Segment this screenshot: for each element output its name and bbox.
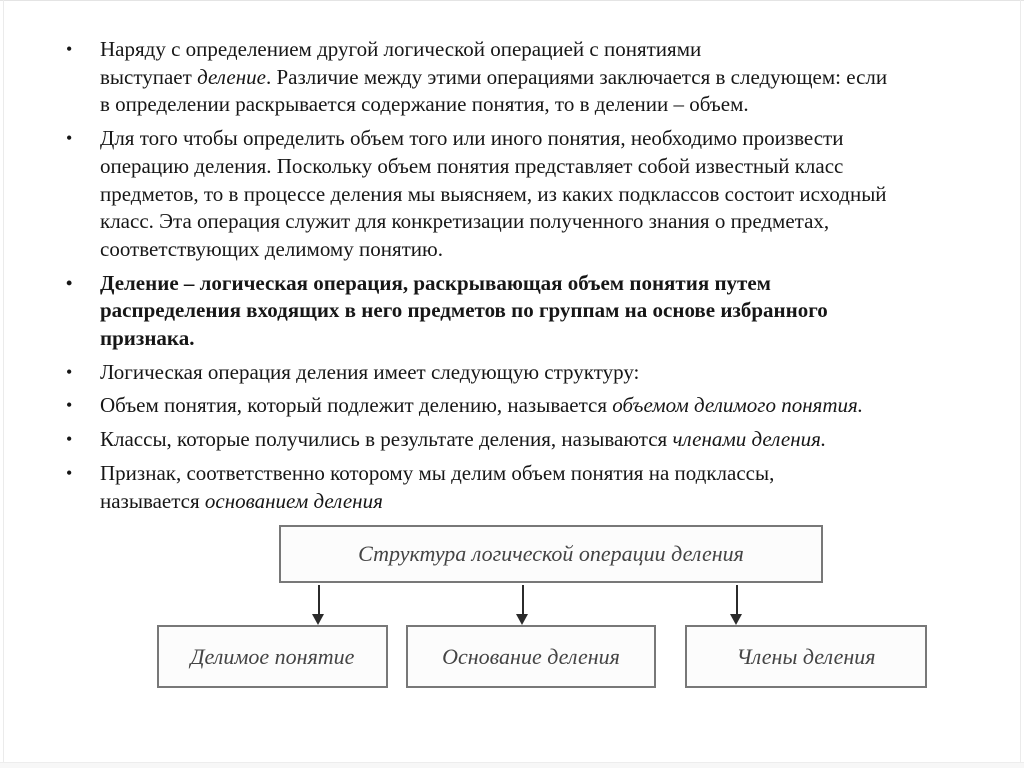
diagram-box-label: Делимое понятие	[190, 643, 355, 669]
arrow-head	[312, 614, 324, 625]
diagram-box-dividend-concept	[157, 625, 388, 688]
text-segment: членами деления.	[672, 427, 827, 452]
diagram-box-division-members	[685, 625, 927, 688]
diagram-title-box	[279, 525, 823, 583]
diagram-box-label: Члены деления	[736, 643, 876, 669]
text-segment: соответствующих делимому понятию.	[100, 236, 443, 261]
text-segment: называется	[100, 488, 205, 513]
text-segment: деление	[197, 64, 266, 89]
text-segment: основанием деления	[204, 488, 383, 513]
down-arrow-icon	[730, 585, 743, 625]
text-segment: Объем понятия, который подлежит делению, называется	[100, 393, 613, 418]
text-segment: объемом делимого понятия.	[612, 393, 864, 418]
arrow-shaft	[736, 585, 738, 615]
text-segment: выступает	[100, 64, 198, 89]
text-segment: Признак, соответственно которому мы делим объем понятия на подклассы,	[100, 460, 775, 485]
down-arrow-icon	[312, 585, 325, 625]
text-segment: операцию деления. Поскольку объем понятия представляет собой известный класс	[100, 153, 844, 178]
text-segment: в определении раскрывается содержание понятия, то в делении – объем.	[100, 92, 749, 117]
text-segment: Наряду с определением другой логической операцией с понятиями	[100, 37, 702, 61]
text-segment: Для того чтобы определить объем того или иного понятия, необходимо произвести	[100, 126, 844, 151]
text-segment: распределения входящих в него предметов по группам на основе избранного	[100, 298, 828, 323]
text-segment: класс. Эта операция служит для конкретизации полученного знания о предметах,	[100, 209, 830, 234]
arrow-head	[516, 614, 528, 625]
text-segment: Логическая операция деления имеет следующую структуру:	[100, 359, 640, 384]
arrow-shaft	[522, 585, 524, 615]
diagram-box-label: Основание деления	[442, 643, 620, 669]
text-segment: Классы, которые получились в результате деления, называются	[100, 427, 673, 452]
arrow-shaft	[318, 585, 320, 615]
text-segment: Деление – логическая операция, раскрывающая объем понятия путем	[100, 270, 771, 295]
diagram-title: Структура логической операции деления	[358, 541, 744, 566]
down-arrow-icon	[516, 585, 529, 625]
text-segment: предметов, то в процессе деления мы выясняем, из каких подклассов состоит исходный	[100, 181, 887, 206]
text-segment: . Различие между этими операциями заключается в следующем: если	[265, 64, 888, 89]
text-segment: признака.	[100, 326, 195, 351]
diagram-box-division-basis	[406, 625, 656, 688]
arrow-head	[730, 614, 742, 625]
